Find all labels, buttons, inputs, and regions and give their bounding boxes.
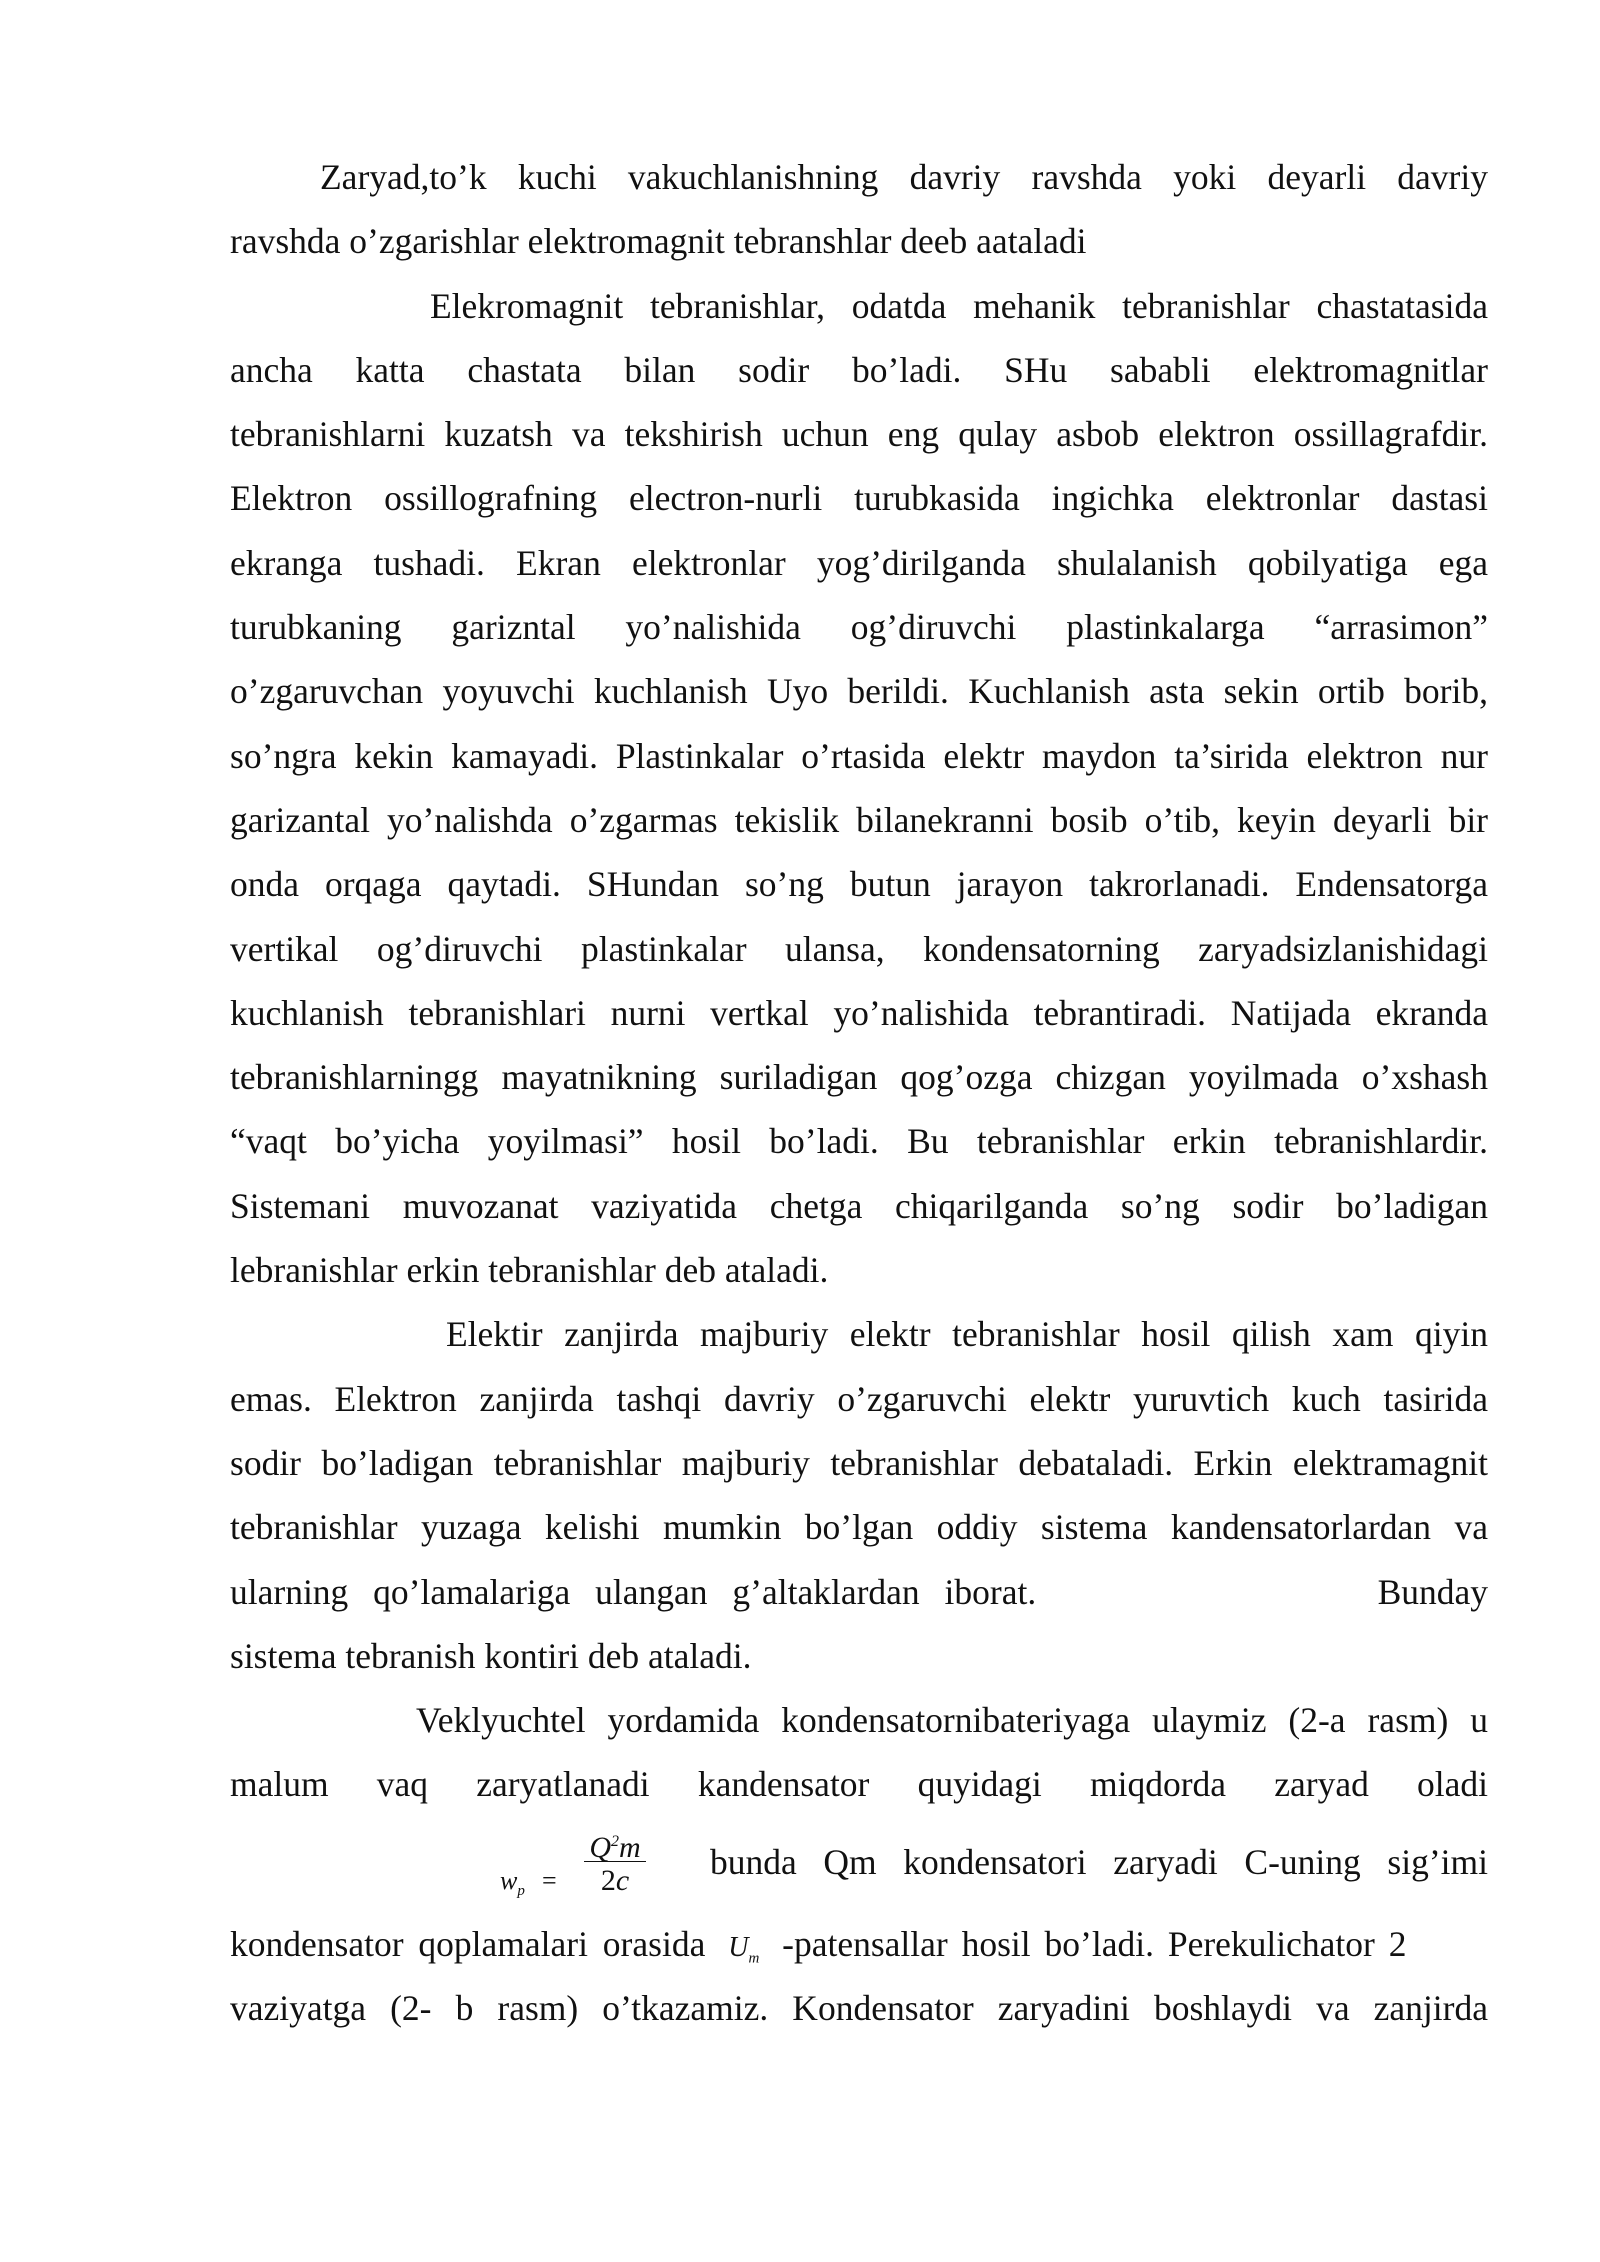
paragraph-2-line-7: o’zgaruvchan yoyuvchi kuchlanish Uyo berildi. Kuchlanish asta sekin ortib borib, (230, 671, 1488, 712)
paragraph-4-line-4-after: -patensallar hosil bo’ladi. Perekulichator 2 (782, 1923, 1407, 1964)
body-text (230, 145, 1488, 2040)
paragraph-3-line-5-right: Bunday (1377, 1571, 1488, 1612)
formula-denominator: 2c (600, 1863, 630, 1897)
paragraph-2-line-9: garizantal yo’nalishda o’zgarmas tekislik bilanekranni bosib o’tib, keyin deyarli bir (230, 799, 1488, 840)
paragraph-2-line-5: ekranga tushadi. Ekran elektronlar yog’dirilganda shulalanish qobilyatiga ega (230, 542, 1488, 583)
formula-explanation: bunda Qm kondensatori zaryadi C-uning sig’imi (710, 1841, 1488, 1882)
paragraph-4-line-4 (230, 1912, 1488, 1976)
paragraph-3-line-4: tebranishlar yuzaga kelishi mumkin bo’lgan oddiy sistema kandensatorlardan va (230, 1507, 1488, 1548)
paragraph-2-line-8: so’ngra kekin kamayadi. Plastinkalar o’rtasida elektr maydon ta’sirida elektron nur (230, 735, 1488, 776)
paragraph-2-line-6: turubkaning garizntal yo’nalishida og’diruvchi plastinkalarga “arrasimon” (230, 607, 1488, 648)
energy-formula (500, 1825, 660, 1905)
paragraph-2-line-2: ancha katta chastata bilan sodir bo’ladi. SHu sababli elektromagnitlar (230, 349, 1488, 390)
formula-numerator: $Q^2m$ (589, 1830, 641, 1864)
paragraph-1-line-2: ravshda o’zgarishlar elektromagnit tebranshlar deeb aataladi (230, 221, 1087, 262)
paragraph-3-line-1: Elektir zanjirda majburiy elektr tebranishlar hosil qilish xam qiyin (446, 1314, 1488, 1355)
paragraph-3-line-2: emas. Elektron zanjirda tashqi davriy o’zgaruvchi elektr yuruvtich kuch tasirida (230, 1378, 1488, 1419)
paragraph-3-line-5-left: ularning qo’lamalariga ulangan g’altaklardan iborat. (230, 1571, 1037, 1612)
paragraph-2-line-10: onda orqaga qaytadi. SHundan so’ng butun jarayon takrorlanadi. Endensatorga (230, 864, 1488, 905)
paragraph-2-line-15: Sistemani muvozanat vaziyatida chetga chiqarilganda so’ng sodir bo’ladigan (230, 1185, 1488, 1226)
paragraph-2-line-4: Elektron ossillografning electron-nurli turubkasida ingichka elektronlar dastasi (230, 478, 1488, 519)
paragraph-2-line-14: “vaqt bo’yicha yoyilmasi” hosil bo’ladi. Bu tebranishlar erkin tebranishlardir. (230, 1121, 1488, 1162)
paragraph-2-line-11: vertikal og’diruvchi plastinkalar ulansa, kondensatorning zaryadsizlanishidagi (230, 928, 1488, 969)
paragraph-4-line-5: vaziyatga (2- b rasm) o’tkazamiz. Kondensator zaryadini boshlaydi va zanjirda (230, 1988, 1488, 2029)
paragraph-2-line-13: tebranishlarningg mayatnikning suriladigan qog’ozga chizgan yoyilmada o’xshash (230, 1057, 1488, 1098)
paragraph-3-line-3: sodir bo’ladigan tebranishlar majburiy tebranishlar debataladi. Erkin elektramagnit (230, 1442, 1488, 1483)
formula-line (230, 1817, 1488, 1912)
paragraph-3-line-5 (230, 1560, 1488, 1624)
paragraph-2-line-12: kuchlanish tebranishlari nurni vertkal yo’nalishida tebrantiradi. Natijada ekranda (230, 992, 1488, 1033)
voltage-symbol: $U_m$ (728, 1931, 760, 1967)
paragraph-4-line-4-before: kondensator qoplamalari orasida (230, 1923, 706, 1964)
paragraph-2-line-3: tebranishlarni kuzatsh va tekshirish uchun eng qulay asbob elektron ossillagrafdir. (230, 414, 1488, 455)
formula-lhs: $w_p$ (500, 1865, 525, 1899)
paragraph-4-line-1: Veklyuchtel yordamida kondensatornibateriyaga ulaymiz (2-a rasm) u (416, 1700, 1488, 1741)
paragraph-4-line-2: malum vaq zaryatlanadi kandensator quyidagi miqdorda zaryad oladi (230, 1764, 1488, 1805)
paragraph-1-line-1: Zaryad,to’k kuchi vakuchlanishning davriy ravshda yoki deyarli davriy (320, 157, 1488, 197)
formula-fraction (580, 1825, 650, 1898)
paragraph-2-line-1: Elekromagnit tebranishlar, odatda mehanik tebranishlar chastatasida (430, 285, 1488, 326)
formula-equals: = (542, 1865, 557, 1895)
paragraph-2-line-16: lebranishlar erkin tebranishlar deb ataladi. (230, 1250, 829, 1291)
paragraph-3-line-6: sistema tebranish kontiri deb ataladi. (230, 1635, 752, 1676)
